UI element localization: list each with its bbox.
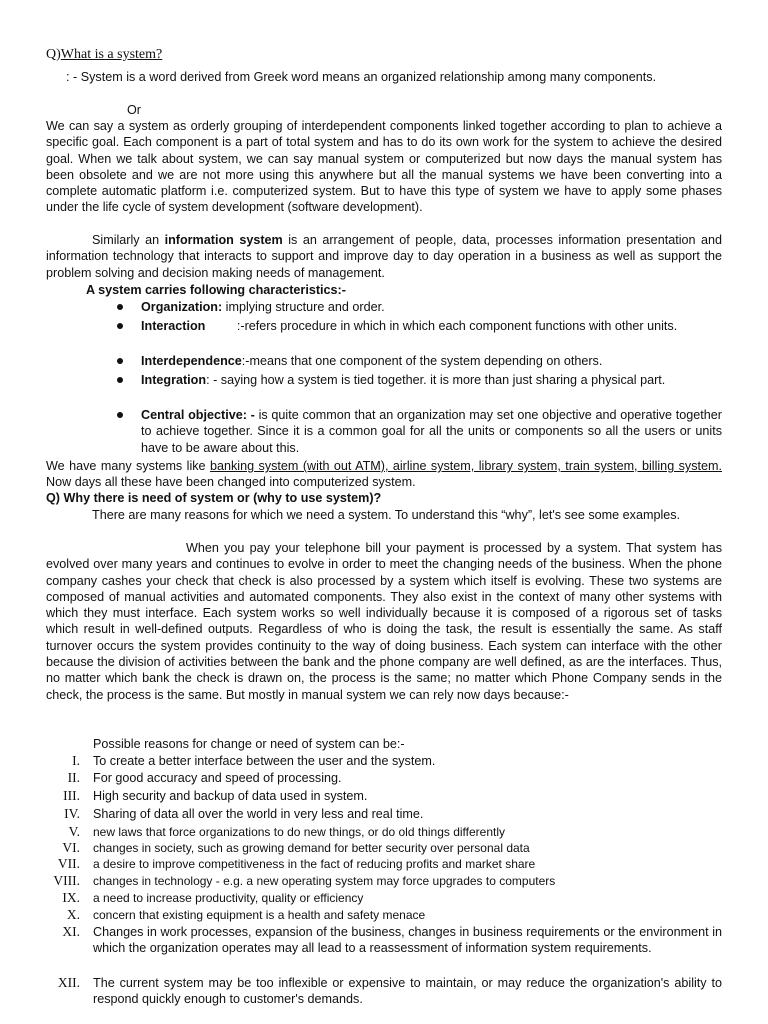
bullet-term: Central objective: - (141, 408, 255, 422)
bullet-interaction (141, 318, 722, 334)
reason-number: X. (66, 907, 80, 922)
information-system-paragraph (46, 232, 722, 281)
reason-text: a desire to improve competitiveness in the fact of reducing profits and market share (93, 857, 536, 871)
reason-number: IX. (62, 890, 80, 905)
q2-heading: Q) Why there is need of system or (why to use system)? (46, 491, 382, 505)
reason-text: Sharing of data all over the world in very less and real time. (93, 807, 424, 821)
bullet-text: implying structure and order. (222, 300, 385, 314)
bullet-dot (117, 377, 123, 383)
q2-example-paragraph: When you pay your telephone bill your payment is processed by a system. That system has evolved over many years and continues to evolve in order to meet the changing needs of the business. When the phone company cashes your check that check is also processed by a system which itself is evolving. These two systems are composed of manual activities and automated components. They also exist in the context of many other systems with which they must interface. Each system works so well individually because it is composed of a rigorous set of tasks which result in well-defined outputs. Regardless of who is doing the task, the result is essentially the same. As staff turnover occurs the system provides continuity to the way of doing business. Each system can interface with the other because the division of activities between the bank and the phone company are well defined, as are the interfaces. Thus, no matter which bank the check is drawn on, the process is the same; no matter which Phone Company sends in the check, the process is the same. But mostly in manual system we can rely now days because:- (46, 541, 722, 702)
systems-tail: Now days all these have been changed into computerized system. (46, 475, 416, 490)
bullet-organization (141, 299, 722, 315)
reasons-heading: Possible reasons for change or need of system can be:- (93, 737, 405, 751)
definition-lead: : - (66, 70, 81, 84)
characteristics-heading: A system carries following characteristics:- (86, 283, 346, 297)
bullet-dot (117, 323, 123, 329)
reason-text: To create a better interface between the user and the system. (93, 754, 436, 768)
bullet-text: : - saying how a system is tied together. it is more than just sharing a physical part. (206, 373, 666, 387)
bullet-integration (141, 372, 722, 388)
definition-text: System is a word derived from Greek word means an organized relationship among many components. (80, 70, 657, 84)
reason-number: VII. (57, 856, 80, 871)
q2-intro: There are many reasons for which we need a system. To understand this “why”, let's see some examples. (92, 508, 681, 522)
bullet-term: Interdependence (141, 354, 242, 368)
reason-number: VIII. (53, 873, 80, 888)
reason-text: changes in technology - e.g. a new operating system may force upgrades to computers (93, 874, 556, 888)
bullet-text: is quite common that an organization may set one objective and operative together to achieve together. Since it is a common goal for all the units or components so all the users or units have to be aware about this. (141, 408, 722, 455)
bullet-dot (117, 358, 123, 364)
reason-text: a need to increase productivity, quality or efficiency (93, 891, 364, 905)
reason-number: II. (67, 770, 80, 785)
bullet-term: Interaction (141, 319, 206, 333)
bullet-central-objective (141, 407, 722, 456)
bullet-text: :-means that one component of the system depending on others. (241, 354, 603, 368)
q1-heading (46, 47, 162, 63)
reason-number: XI. (62, 924, 80, 939)
or-label: Or (127, 103, 141, 117)
reason-number: IV. (64, 806, 80, 821)
systems-examples-paragraph (46, 458, 722, 491)
reason-text: The current system may be too inflexible or expensive to maintain, or may reduce the organization's ability to respond quickly enough to customer's demands. (93, 976, 722, 1007)
reason-number: V. (68, 824, 80, 839)
reason-text: new laws that force organizations to do new things, or do old things differently (93, 825, 506, 839)
reason-number: VI. (62, 840, 80, 855)
info-system-term: information system (164, 233, 283, 247)
info-para-rest: is an arrangement of people, data, processes information presentation and information technology that interacts to support and improve day to day operation in a business as well as support the problem solving and decision making needs of management. (46, 233, 723, 280)
systems-lead: We have many systems like (46, 459, 210, 473)
bullet-term: Organization: (141, 300, 223, 314)
reason-text: changes in society, such as growing demand for better security over personal data (93, 841, 530, 855)
bullet-text: :-refers procedure in which in which each component functions with other units. (205, 319, 678, 333)
q1-title: What is a system? (60, 47, 163, 62)
bullet-dot (117, 412, 123, 418)
bullet-term: Integration (141, 373, 207, 387)
reason-text: For good accuracy and speed of processing. (93, 771, 342, 785)
reason-number: III. (63, 788, 80, 803)
info-para-lead: Similarly an (92, 233, 165, 247)
systems-list: banking system (with out ATM), airline system, library system, train system, billing system. (210, 459, 723, 473)
reason-number: XII. (57, 975, 80, 990)
reason-text: Changes in work processes, expansion of the business, changes in business requirements or the environment in which the organization operates may all lead to a reassessment of information system requirements. (93, 925, 722, 956)
reason-text: concern that existing equipment is a health and safety menace (93, 908, 426, 922)
bullet-interdependence (141, 353, 722, 369)
definition-paragraph (46, 69, 722, 85)
system-paragraph: We can say a system as orderly grouping of interdependent components linked together according to plan to achieve a specific goal. Each component is a part of total system and has to do its own work for the system to achieve the desired goal. When we talk about system, we can say manual system or computerized but now days the manual system has been obsolete and we are not more using this anywhere but all the manual systems we have been converting into a complete automatic platform i.e. computerized system. But to have this type of system we have to apply some phases under the life cycle of system development (software development). (46, 119, 722, 215)
reason-text: High security and backup of data used in system. (93, 789, 368, 803)
q1-prefix: Q) (46, 47, 61, 62)
bullet-dot (117, 304, 123, 310)
reason-number: I. (72, 753, 80, 768)
